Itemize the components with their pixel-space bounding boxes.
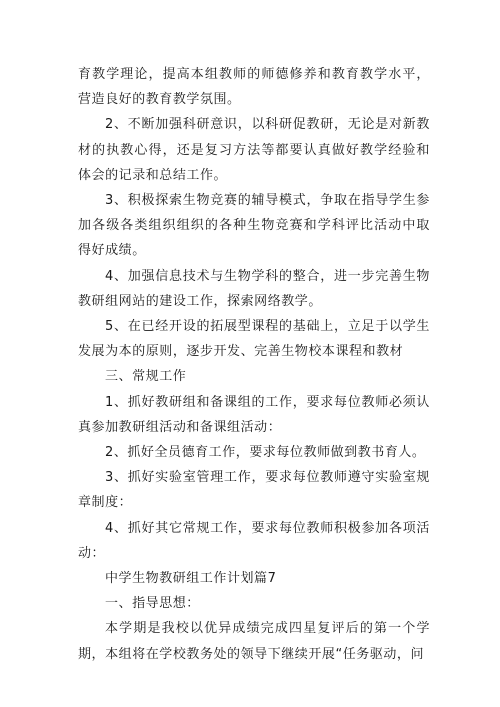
paragraph-guiding-ideology: 本学期是我校以优异成绩完成四星复评后的第一个学期，本组将在学校教务处的领导下继续开展“任务驱动，问 xyxy=(78,621,430,662)
paragraph-item-2: 2、不断加强科研意识，以科研促教研，无论是对新教材的执教心得，还是复习方法等都要认真做好教学经验和体会的记录和总结工作。 xyxy=(78,117,430,183)
paragraph-item-3: 3、积极探索生物竞赛的辅导模式，争取在指导学生参加各级各类组织组织的各种生物竞赛和学科评比活动中取得好成绩。 xyxy=(78,193,430,259)
section-heading-routine-work: 三、常规工作 xyxy=(105,369,187,385)
paragraph-routine-4: 4、抓好其它常规工作，要求每位教师积极参加各项活动： xyxy=(78,520,430,561)
document-body xyxy=(78,62,430,667)
paragraph-item-4: 4、加强信息技术与生物学科的整合，进一步完善生物教研组网站的建设工作，探索网络教学。 xyxy=(78,268,430,309)
paragraph-routine-3: 3、抓好实验室管理工作，要求每位教师遵守实验室规章制度： xyxy=(78,470,430,511)
paragraph-routine-1: 1、抓好教研组和备课组的工作，要求每位教师必须认真参加教研组活动和备课组活动： xyxy=(78,394,430,435)
paragraph-routine-2: 2、抓好全员德育工作，要求每位教师做到教书育人。 xyxy=(105,445,426,461)
paragraph-continuation: 育教学理论，提高本组教师的师德修养和教育教学水平，营造良好的教育教学氛围。 xyxy=(78,67,430,108)
section-heading-guiding-ideology: 一、指导思想： xyxy=(105,596,200,612)
article-title: 中学生物教研组工作计划篇7 xyxy=(105,571,277,587)
paragraph-item-5: 5、在已经开设的拓展型课程的基础上，立足于以学生发展为本的原则，逐步开发、完善生物校本课程和教材 xyxy=(78,319,430,360)
